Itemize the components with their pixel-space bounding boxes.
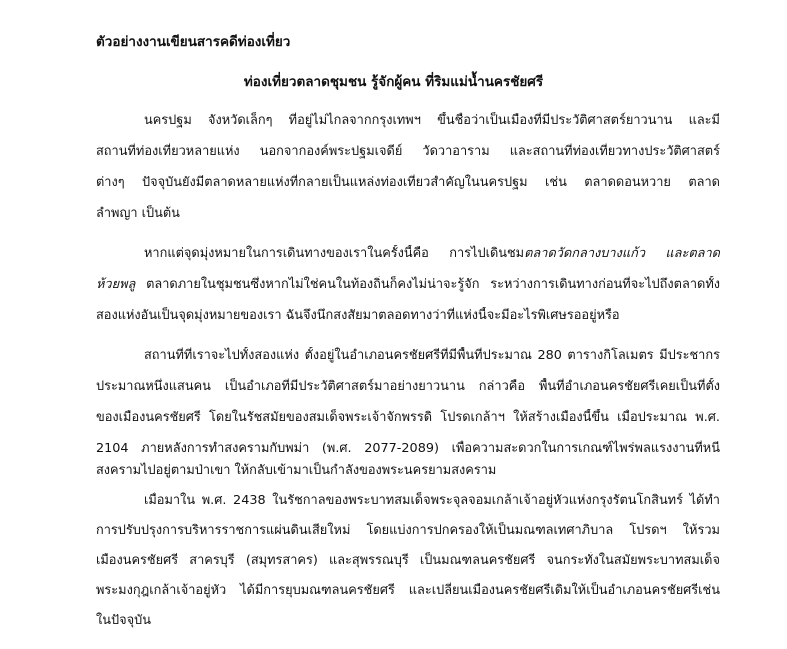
paragraph-2-line-2 xyxy=(96,276,720,294)
paragraph-2-text: หากแต่จุดมุ่งหมายในการเดินทางของเราในครั้งนี้คือ การไปเดินชม xyxy=(144,246,525,261)
paragraph-4-line-2: การปรับปรุงการบริหารราชการแผ่นดินเสียใหม่ โดยแบ่งการปกครองให้เป็นมณฑลเทศาภิบาล โปรดฯ ให้รวม xyxy=(96,523,720,538)
paragraph-3-line-1: สถานที่ที่เราจะไปทั้งสองแห่ง ตั้งอยู่ในอำเภอนครชัยศรีที่มีพื้นที่ประมาณ 280 ตารางกิโลเมตร มีประชากร xyxy=(144,348,720,363)
paragraph-1-line-2: สถานที่ท่องเที่ยวหลายแห่ง นอกจากองค์พระปฐมเจดีย์ วัดวาอาราม และสถานที่ท่องเที่ยวทางประวัติศาสตร์ xyxy=(96,144,720,159)
paragraph-3-line-2: ประมาณหนึ่งแสนคน เป็นอำเภอที่มีประวัติศาสตร์มาอย่างยาวนาน กล่าวคือ พื้นที่อำเภอนครชัยศรีเคยเป็นที่ตั้ง xyxy=(96,379,720,394)
conjunction-text: และ xyxy=(645,246,689,261)
market-word: ตลาด xyxy=(688,246,720,261)
market-name-huai-phlu: ห้วยพลู xyxy=(96,277,136,292)
paragraph-1-line-1: นครปฐม จังหวัดเล็กๆ ที่อยู่ไม่ไกลจากกรุงเทพฯ ขึ้นชื่อว่าเป็นเมืองที่มีประวัติศาสตร์ยาวนาน และมี xyxy=(144,113,720,128)
paragraph-3-line-4: 2104 ภายหลังการทำสงครามกับพม่า (พ.ศ. 2077-2089) เพื่อความสะดวกในการเกณฑ์ไพร่พลแรงงานที่หนี xyxy=(96,441,720,456)
paragraph-3-line-5: สงครามไปอยู่ตามป่าเขา ให้กลับเข้ามาเป็นกำลังของพระนครยามสงคราม xyxy=(96,463,497,478)
paragraph-4-line-4: พระมงกุฎเกล้าเจ้าอยู่หัว ได้มีการยุบมณฑลนครชัยศรี และเปลี่ยนเมืองนครชัยศรีเดิมให้เป็นอำเภอนครชัยศรีเช่น xyxy=(96,583,720,598)
paragraph-1-line-4: ลำพญา เป็นต้น xyxy=(96,206,180,221)
document-heading: ตัวอย่างงานเขียนสารคดีท่องเที่ยว xyxy=(96,34,291,50)
paragraph-4-line-5: ในปัจจุบัน xyxy=(96,613,151,628)
paragraph-4-line-1: เมื่อมาใน พ.ศ. 2438 ในรัชกาลของพระบาทสมเด็จพระจุลจอมเกล้าเจ้าอยู่หัวแห่งกรุงรัตนโกสินทร์ ได้ทำ xyxy=(144,493,720,508)
market-name-wat-klang-bang-kaeo: ตลาดวัดกลางบางแก้ว xyxy=(524,246,646,261)
paragraph-2-text: ตลาดภายในชุมชนซึ่งหากไม่ใช่คนในท้องถิ่นก็คงไม่น่าจะรู้จัก ระหว่างการเดินทางก่อนที่จะไปถึงตลาดทั้ง xyxy=(135,277,720,292)
paragraph-3-line-3: ของเมืองนครชัยศรี โดยในรัชสมัยของสมเด็จพระเจ้าจักพรรดิ โปรดเกล้าฯ ให้สร้างเมืองนี้ขึ้น เมื่อประมาณ พ.ศ. xyxy=(96,410,720,425)
paragraph-4-line-3: เมืองนครชัยศรี สาครบุรี (สมุทรสาคร) และสุพรรณบุรี เป็นมณฑลนครชัยศรี จนกระทั่งในสมัยพระบาทสมเด็จ xyxy=(96,553,720,568)
paragraph-2-line-1 xyxy=(144,245,720,263)
paragraph-1-line-3: ต่างๆ ปัจจุบันยังมีตลาดหลายแห่งที่กลายเป็นแหล่งท่องเที่ยวสำคัญในนครปฐม เช่น ตลาดดอนหวาย ตลาด xyxy=(96,175,720,190)
paragraph-2-line-3: สองแห่งอันเป็นจุดมุ่งหมายของเรา ฉันจึงนึกสงสัยมาตลอดทางว่าที่แห่งนี้จะมีอะไรพิเศษรออยู่หรือ xyxy=(96,308,620,323)
article-title: ท่องเที่ยวตลาดชุมชน รู้จักผู้คน ที่ริมแม่น้ำนครชัยศรี xyxy=(243,74,544,90)
